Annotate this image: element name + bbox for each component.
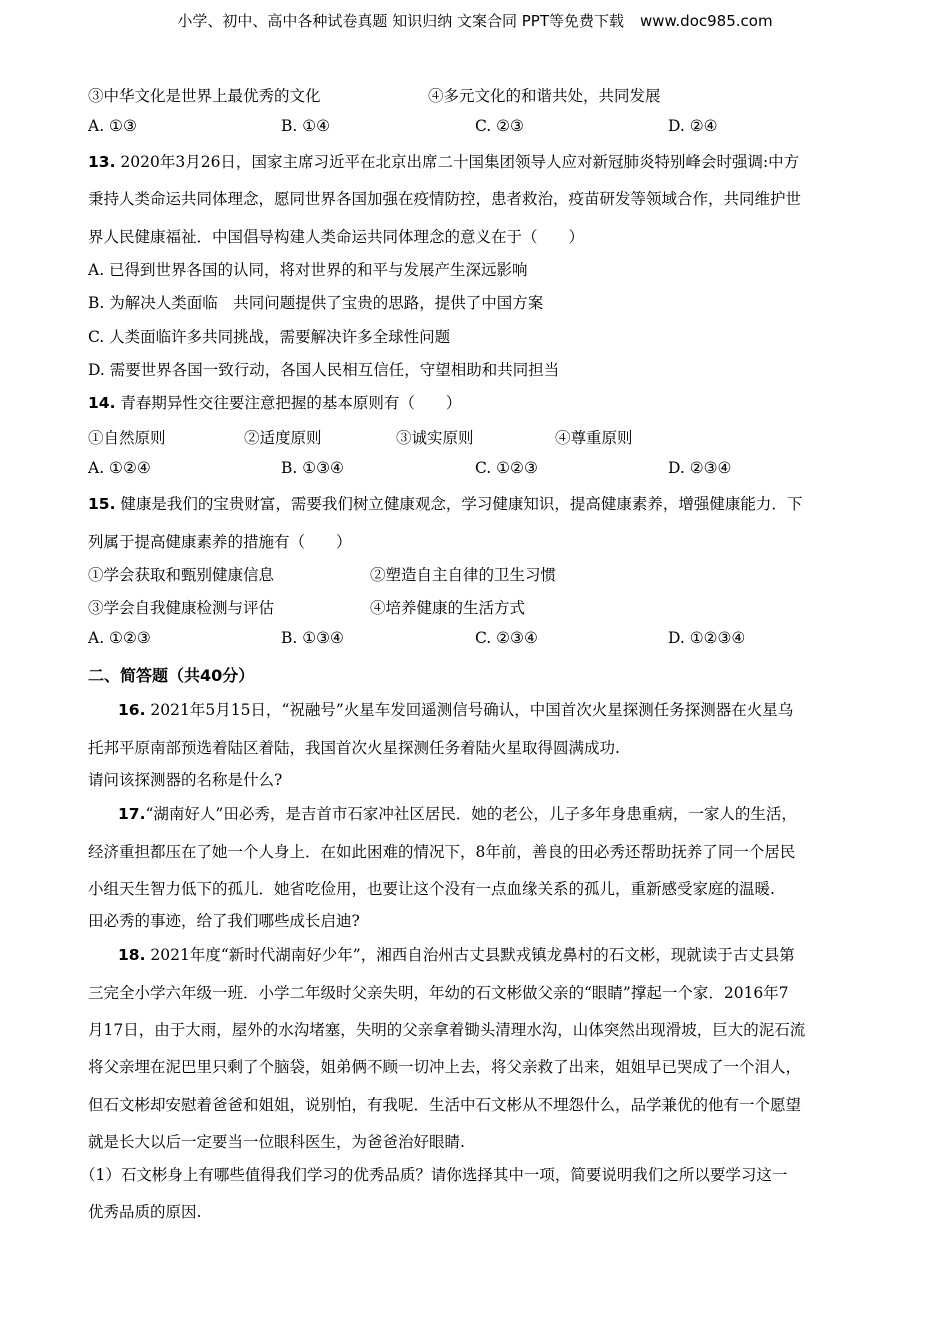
header-url[interactable]: www.doc985.com (639, 12, 773, 30)
q13-line-3: 界人民健康福祉．中国倡导构建人类命运共同体理念的意义在于（ ） (88, 228, 585, 246)
q17-question: 田必秀的事迹，给了我们哪些成长启迪? (88, 912, 360, 930)
q15-option-d: D. ①②③④ (668, 629, 746, 647)
q15-number: 15. (88, 495, 116, 513)
q12-option-b: B. ①④ (281, 117, 331, 135)
q18-line-3: 月17日，由于大雨，屋外的水沟堵塞，失明的父亲拿着锄头清理水沟，山体突然出现滑坡，巨大的泥石流 (88, 1021, 806, 1039)
q18-line-5: 但石文彬却安慰着爸爸和姐姐，说别怕，有我呢．生活中石文彬从不埋怨什么，品学兼优的他有一个愿望 (88, 1096, 802, 1114)
q14-option-d: D. ②③④ (668, 459, 732, 477)
q16-number: 16. (118, 701, 146, 719)
q16-line-1: 16. 2021年5月15日，“祝融号”火星车发回遥测信号确认，中国首次火星探测任务探测器在火星乌 (118, 701, 794, 719)
q13-option-c: C. 人类面临许多共同挑战，需要解决许多全球性问题 (88, 328, 451, 346)
q18-sub1-line-1: （1）石文彬身上有哪些值得我们学习的优秀品质？请你选择其中一项，简要说明我们之所以要学习这一 (80, 1166, 788, 1184)
q15-item-1: ①学会获取和甄别健康信息 (88, 566, 275, 584)
q18-line-2: 三完全小学六年级一班．小学二年级时父亲失明，年幼的石文彬做父亲的“眼睛”撑起一个家．2016年7 (88, 984, 789, 1002)
q13-number: 13. (88, 153, 116, 171)
q14-stem: 14. 青春期异性交往要注意把握的基本原则有（ ） (88, 394, 462, 412)
q14-item-3: ③诚实原则 (396, 429, 474, 447)
q14-number: 14. (88, 394, 116, 412)
q14-option-a: A. ①②④ (88, 459, 151, 477)
q17-line-1: 17.“湖南好人”田必秀，是吉首市石家冲社区居民．她的老公，儿子多年身患重病，一家人的生活， (118, 805, 797, 823)
q13-line-1: 13. 2020年3月26日，国家主席习近平在北京出席二十国集团领导人应对新冠肺炎特别峰会时强调:中方 (88, 153, 800, 171)
q18-sub1-line-2: 优秀品质的原因. (88, 1203, 202, 1221)
q15-option-a: A. ①②③ (88, 629, 151, 647)
section-2-title: 二、简答题（共40分） (88, 666, 255, 685)
q12-option-d: D. ②④ (668, 117, 718, 135)
q14-item-4: ④尊重原则 (555, 429, 633, 447)
q13-line-2: 秉持人类命运共同体理念，愿同世界各国加强在疫情防控，患者救治，疫苗研发等领域合作，共同维护世 (88, 190, 802, 208)
q18-line-4: 将父亲埋在泥巴里只剩了个脑袋，姐弟俩不顾一切冲上去，将父亲救了出来，姐姐早已哭成了一个泪人， (88, 1058, 802, 1076)
q17-number: 17. (118, 805, 146, 823)
q15-item-4: ④培养健康的生活方式 (370, 599, 526, 617)
q18-line-6: 就是长大以后一定要当一位眼科医生，为爸爸治好眼睛. (88, 1133, 465, 1151)
q12-option-a: A. ①③ (88, 117, 137, 135)
q15-item-2: ②塑造自主自律的卫生习惯 (370, 566, 557, 584)
q15-item-3: ③学会自我健康检测与评估 (88, 599, 275, 617)
q13-option-b: B. 为解决人类面临 共同问题提供了宝贵的思路，提供了中国方案 (88, 294, 544, 312)
q15-line-2: 列属于提高健康素养的措施有（ ） (88, 533, 352, 551)
q14-option-b: B. ①③④ (281, 459, 344, 477)
q13-option-d: D. 需要世界各国一致行动，各国人民相互信任，守望相助和共同担当 (88, 361, 560, 379)
q18-number: 18. (118, 946, 146, 964)
q14-item-2: ②适度原则 (244, 429, 322, 447)
q17-line-2: 经济重担都压在了她一个人身上．在如此困难的情况下，8年前，善良的田必秀还帮助抚养了同一个居民 (88, 843, 796, 861)
q17-line-3: 小组天生智力低下的孤儿．她省吃俭用，也要让这个没有一点血缘关系的孤儿，重新感受家庭的温暖. (88, 880, 775, 898)
q16-line-2: 托邦平原南部预选着陆区着陆，我国首次火星探测任务着陆火星取得圆满成功. (88, 739, 620, 757)
q15-line-1: 15. 健康是我们的宝贵财富，需要我们树立健康观念，学习健康知识，提高健康素养，增强健康能力．下 (88, 495, 803, 513)
q14-option-c: C. ①②③ (475, 459, 538, 477)
q12-item-4: ④多元文化的和谐共处，共同发展 (428, 87, 661, 105)
q18-line-1: 18. 2021年度“新时代湖南好少年”，湘西自治州古丈县默戎镇龙鼻村的石文彬，现就读于古丈县第 (118, 946, 795, 964)
q16-question: 请问该探测器的名称是什么? (88, 771, 283, 789)
q14-item-1: ①自然原则 (88, 429, 166, 447)
q15-option-b: B. ①③④ (281, 629, 344, 647)
q12-option-c: C. ②③ (475, 117, 524, 135)
q13-option-a: A. 已得到世界各国的认同，将对世界的和平与发展产生深远影响 (88, 261, 528, 279)
page-header (0, 10, 950, 31)
q15-option-c: C. ②③④ (475, 629, 538, 647)
q12-item-3: ③中华文化是世界上最优秀的文化 (88, 87, 321, 105)
header-title: 小学、初中、高中各种试卷真题 知识归纳 文案合同 PPT等免费下载 (177, 12, 624, 30)
